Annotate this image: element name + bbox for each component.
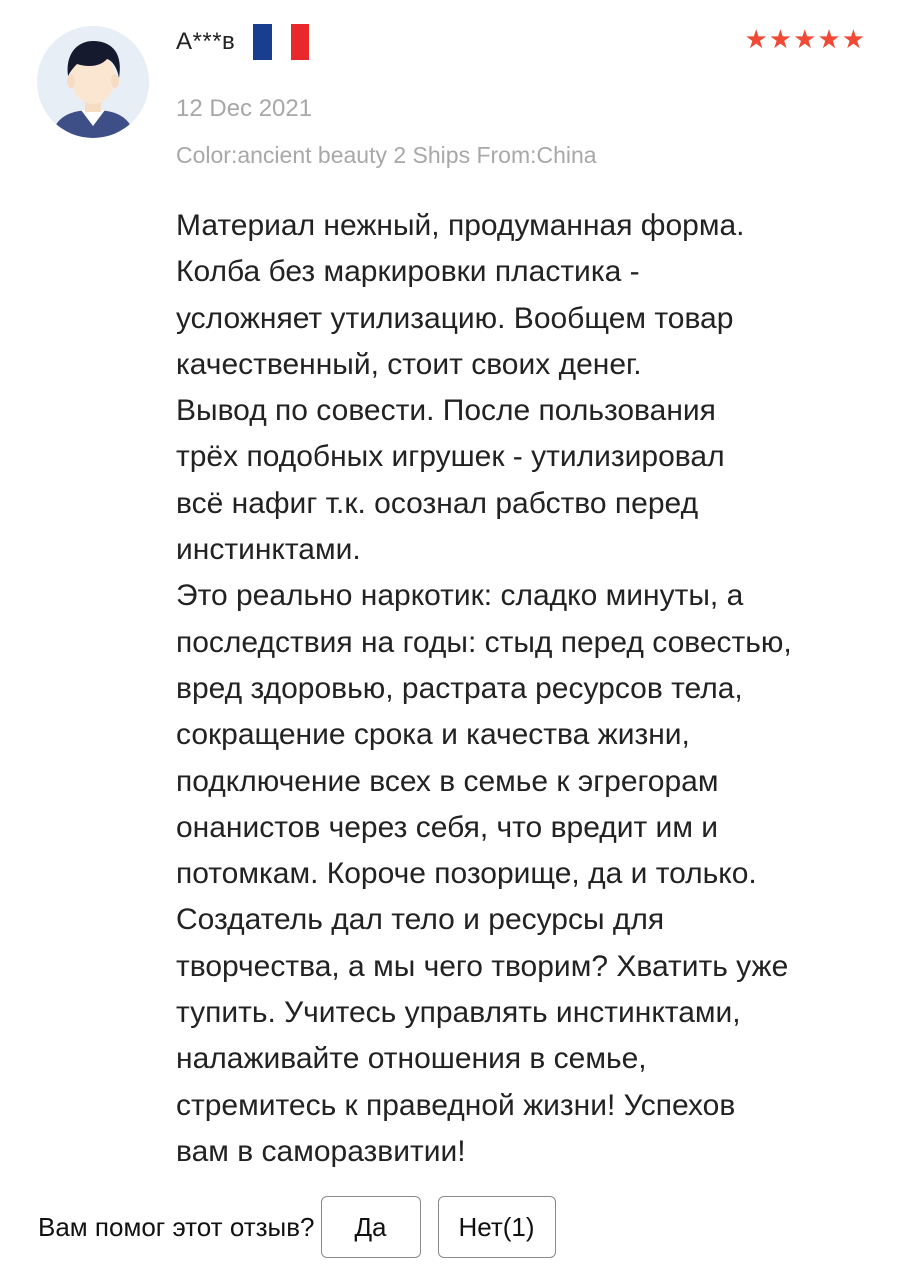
- review-text: Материал нежный, продуманная форма. Колба без маркировки пластика - усложняет утилизацию. Вообщем товар качественный, стоит своих денег. Вывод по совести. После пользования трёх подобных игрушек - утилизировал всё нафиг т.к. осознал рабство перед инстинктами. Это реально наркотик: сладко минуты, а последствия на годы: стыд перед совестью, вред здоровью, растрата ресурсов тела, сокращение срока и качества жизни, подключение всех в семье к эгрегорам онанистов через себя, что вредит им и потомкам. Короче позорище, да и только. Создатель дал тело и ресурсы для творчества, а мы чего творим? Хватить уже тупить. Учитесь управлять инстинктами, налаживайте отношения в семье, стремитесь к праведной жизни! Успехов вам в саморазвитии!: [176, 209, 792, 1168]
- review-date: 12 Dec 2021: [176, 95, 313, 122]
- user-avatar-icon: [37, 26, 149, 138]
- reviewer-avatar: [37, 26, 149, 138]
- reviewer-name: A***в: [176, 28, 236, 55]
- helpful-yes-button[interactable]: Да: [321, 1196, 421, 1258]
- helpful-no-button[interactable]: Нет(1): [438, 1196, 556, 1258]
- product-options: Color:ancient beauty 2 Ships From:China: [176, 142, 597, 168]
- rating-stars: [744, 24, 866, 55]
- france-flag-icon: [253, 24, 309, 60]
- helpful-question: Вам помог этот отзыв?: [38, 1211, 315, 1242]
- reviewer-header: [176, 24, 309, 60]
- helpful-prompt: [38, 1196, 556, 1258]
- star-icons: ★★★★★: [744, 24, 866, 54]
